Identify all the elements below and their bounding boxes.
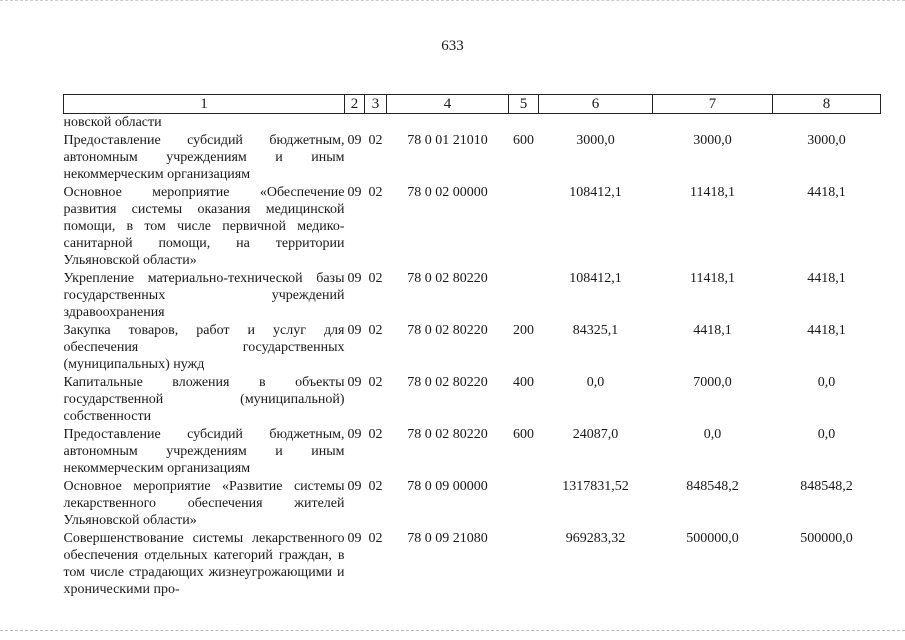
row-value-col6: 969283,32 [565,531,626,546]
row-value-col8 [773,114,881,133]
page-number: 633 [441,38,464,54]
row-subsection: 02 [368,427,383,442]
row-value-col7: 500000,0 [686,531,739,546]
row-name: Предоставление субсидий бюджетным, автономным учреждениям и иным некоммерческим организациям [63,133,345,182]
row-value-col6: 108412,1 [569,271,622,286]
header-col-3: 3 [365,95,387,114]
row-expense-type [509,478,539,530]
row-value-col7 [653,114,773,133]
row-expense-type [509,270,539,322]
row-name: Основное мероприятие «Развитие системы лекарственного обеспечения жителей Ульяновской области» [63,479,345,528]
row-target-article: 78 0 02 80220 [407,271,488,286]
row-value-col8: 4418,1 [807,271,846,286]
row-target-article: 78 0 02 00000 [407,185,488,200]
row-expense-type [509,114,539,133]
table-row [64,478,881,530]
row-value-col7: 3000,0 [693,133,732,148]
scan-bottom-edge [0,630,905,632]
header-col-6: 6 [539,95,653,114]
table-row [64,426,881,478]
row-expense-type: 600 [513,427,534,442]
row-subsection: 02 [368,271,383,286]
row-subsection: 02 [368,133,383,148]
row-value-col6: 24087,0 [572,427,619,442]
header-col-2: 2 [345,95,365,114]
row-subsection: 02 [368,531,383,546]
row-section: 09 [347,185,362,200]
row-value-col6: 108412,1 [569,185,622,200]
header-col-4: 4 [387,95,509,114]
row-name: Основное мероприятие «Обеспечение развития системы оказания медицинской помощи, в том числе первичной медико-санитарной помощи, на территории Ульяновской области» [63,185,345,268]
row-value-col8: 4418,1 [807,185,846,200]
table-row [64,184,881,270]
row-section: 09 [347,323,362,338]
row-value-col7: 7000,0 [693,375,732,390]
row-section: 09 [347,271,362,286]
row-value-col8: 0,0 [817,427,836,442]
row-expense-type: 600 [513,133,534,148]
row-value-col7: 11418,1 [690,185,735,200]
row-value-col7: 11418,1 [690,271,735,286]
row-section [345,114,365,133]
row-name: Совершенствование системы лекарственного обеспечения отдельных категорий граждан, в том числе страдающих жизнеугрожающими и хроническими про- [63,531,345,597]
row-name: Капитальные вложения в объекты государственной (муниципальной) собственности [63,375,345,424]
row-subsection: 02 [368,375,383,390]
row-target-article: 78 0 02 80220 [407,375,488,390]
row-subsection: 02 [368,185,383,200]
row-value-col6: 1317831,52 [562,479,629,494]
row-target-article [387,114,509,133]
table-row [64,270,881,322]
row-value-col7: 848548,2 [686,479,739,494]
row-name: Предоставление субсидий бюджетным, автономным учреждениям и иным некоммерческим организациям [63,427,345,476]
row-section: 09 [347,479,362,494]
row-name: Укрепление материально-технической базы государственных учреждений здравоохранения [63,271,345,320]
row-section: 09 [347,375,362,390]
row-value-col8: 3000,0 [807,133,846,148]
row-value-col8: 4418,1 [807,323,846,338]
header-col-7: 7 [653,95,773,114]
row-target-article: 78 0 09 00000 [407,479,488,494]
row-expense-type [509,184,539,270]
row-value-col6: 0,0 [586,375,605,390]
row-value-col7: 0,0 [703,427,722,442]
row-value-col8: 500000,0 [800,531,853,546]
header-col-1: 1 [64,95,345,114]
table-header-row [64,95,881,114]
row-subsection [365,114,387,133]
table-row [64,530,881,599]
row-subsection: 02 [368,479,383,494]
budget-table [63,94,881,599]
row-name: новской области [63,115,162,130]
row-section: 09 [347,133,362,148]
row-value-col7: 4418,1 [693,323,732,338]
table-row [64,132,881,184]
row-value-col6: 3000,0 [576,133,615,148]
row-target-article: 78 0 01 21010 [407,133,488,148]
row-value-col6: 84325,1 [572,323,619,338]
row-expense-type: 200 [513,323,534,338]
table-row [64,374,881,426]
row-value-col8: 848548,2 [800,479,853,494]
row-target-article: 78 0 02 80220 [407,323,488,338]
row-expense-type [509,530,539,599]
row-name: Закупка товаров, работ и услуг для обеспечения государственных (муниципальных) нужд [63,323,345,372]
header-col-5: 5 [509,95,539,114]
row-expense-type: 400 [513,375,534,390]
header-col-8: 8 [773,95,881,114]
row-value-col6 [539,114,653,133]
table-row [64,114,881,133]
row-section: 09 [347,427,362,442]
scan-top-edge [0,0,905,2]
row-value-col8: 0,0 [817,375,836,390]
row-target-article: 78 0 09 21080 [407,531,488,546]
row-section: 09 [347,531,362,546]
row-target-article: 78 0 02 80220 [407,427,488,442]
table-row [64,322,881,374]
row-subsection: 02 [368,323,383,338]
